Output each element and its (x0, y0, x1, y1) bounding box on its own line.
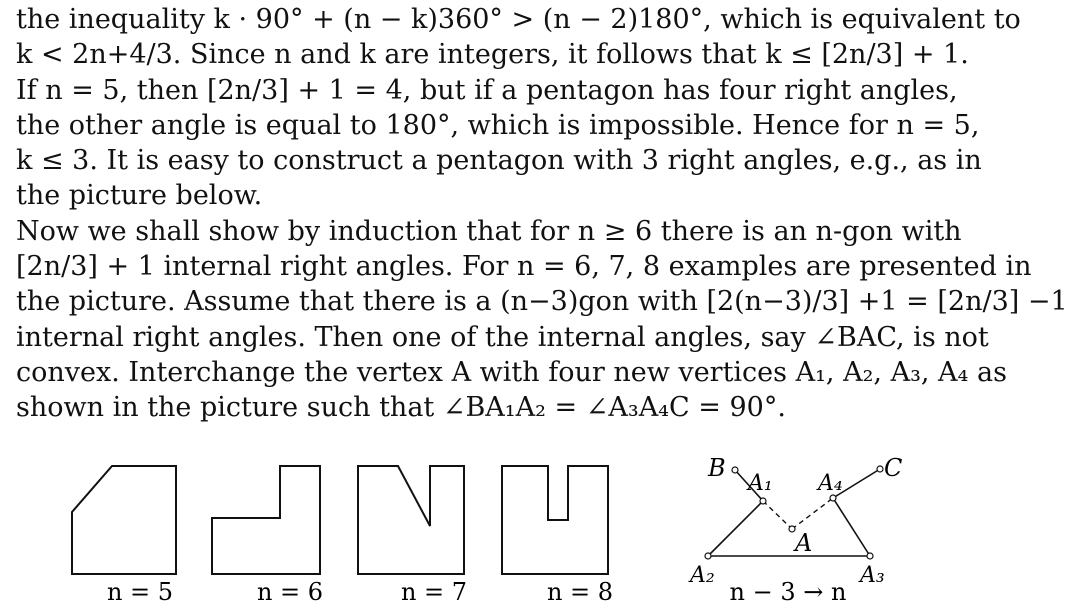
line-12-text: shown in the picture such that ∠BA₁A₂ = ∠A₃A₄C = 90°. (16, 392, 786, 424)
line-1-text: the inequality k · 90° + (n − k)360° > (n − 2)180°, which is equivalent to (16, 4, 1021, 35)
label-a1: A₁ (748, 471, 773, 496)
vertex-a1 (760, 498, 766, 504)
induction-diagram (688, 454, 902, 606)
paragraph (16, 2, 1068, 426)
line-10 (16, 320, 989, 355)
line-6-text: the picture below. (16, 180, 263, 212)
pentagon-n5 (72, 466, 176, 574)
dashed-a1-a (763, 501, 792, 529)
line-9-text: the picture. Assume that there is a (n−3)gon with [2(n−3)/3] +1 = [2n/3] −1 (16, 286, 1068, 318)
caption-n6: n = 6 (256, 578, 324, 606)
caption-n7: n = 7 (400, 578, 468, 606)
line-3 (16, 73, 958, 108)
line-4-text: the other angle is equal to 180°, which is impossible. Hence for n = 5, (16, 109, 980, 141)
caption-n5: n = 5 (106, 578, 174, 606)
line-6 (16, 178, 946, 213)
label-a3: A₃ (860, 563, 885, 588)
line-2-text: k < 2n+4/3. Since n and k are integers, it follows that k ≤ [2n/3] + 1. (16, 39, 969, 71)
dashed-a-a4 (792, 498, 833, 529)
line-11 (16, 355, 1007, 390)
vertex-c (877, 466, 883, 472)
polygon-n7 (358, 466, 464, 574)
label-a: A (795, 529, 813, 557)
line-12 (16, 390, 946, 425)
polygon-n6 (212, 466, 320, 574)
line-3-text: If n = 5, then [2n/3] + 1 = 4, but if a pentagon has four right angles, (16, 74, 958, 106)
polygon-n8 (502, 466, 608, 574)
edge-a2-a1 (708, 501, 763, 556)
vertex-b (732, 467, 738, 473)
line-4 (16, 108, 980, 143)
line-7-text: Now we shall show by induction that for n ≥ 6 there is an n-gon with (16, 215, 962, 247)
line-8 (16, 249, 1032, 284)
label-a2: A₂ (690, 563, 715, 588)
line-11-text: convex. Interchange the vertex A with four new vertices A₁, A₂, A₃, A₄ as (16, 356, 1007, 388)
line-8-text: [2n/3] + 1 internal right angles. For n = 6, 7, 8 examples are presented in (16, 251, 1032, 283)
caption-n8: n = 8 (546, 578, 614, 606)
line-2 (16, 37, 969, 72)
figures (0, 440, 965, 609)
label-a4: A₄ (818, 471, 843, 496)
induction-caption: n − 3 → n (729, 578, 847, 606)
vertex-a3 (867, 553, 873, 559)
edge-a3-a4 (833, 498, 870, 556)
label-b: B (708, 454, 726, 482)
line-9 (16, 284, 1068, 319)
label-c: C (884, 454, 903, 482)
line-7 (16, 214, 962, 249)
line-10-text: internal right angles. Then one of the internal angles, say ∠BAC, is not (16, 321, 989, 353)
line-5-text: k ≤ 3. It is easy to construct a pentagon with 3 right angles, e.g., as in (16, 145, 982, 177)
line-5 (16, 143, 982, 178)
line-1 (16, 2, 1021, 37)
vertex-a2 (705, 553, 711, 559)
